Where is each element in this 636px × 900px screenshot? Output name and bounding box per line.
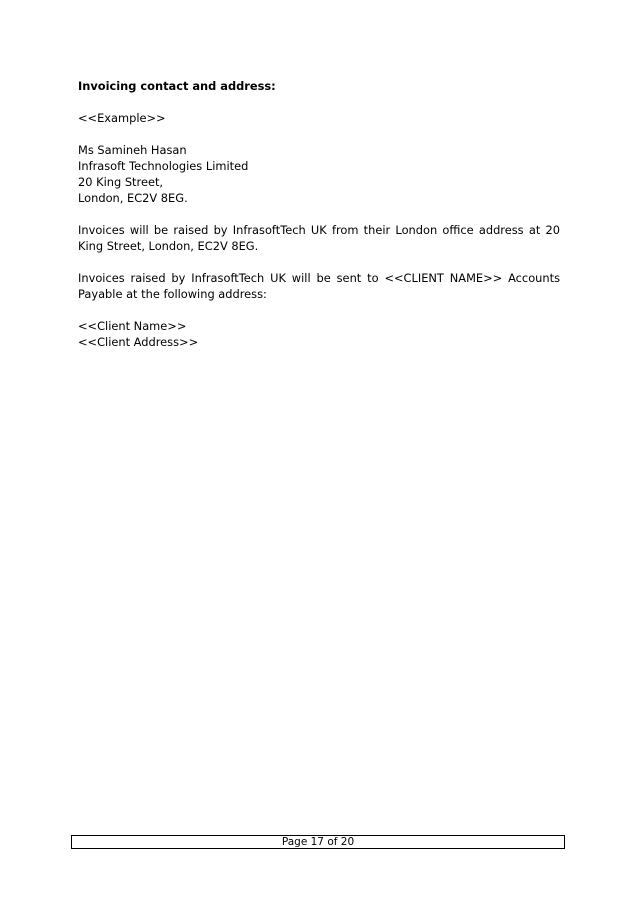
page-footer: [71, 835, 565, 849]
invoice-raising-paragraph: Invoices will be raised by InfrasoftTech UK from their London office address at 20 King Street, London, EC2V 8EG.: [78, 223, 560, 253]
page-content: [78, 78, 560, 350]
page-number: Page 17 of 20: [281, 836, 355, 848]
example-tag: <<Example>>: [78, 111, 166, 125]
invoice-sending-paragraph: Invoices raised by InfrasoftTech UK will be sent to <<CLIENT NAME>> Accounts Payable at the following address:: [78, 271, 560, 301]
contact-city: London, EC2V 8EG.: [78, 191, 188, 205]
client-address-placeholder: <<Client Address>>: [78, 335, 199, 349]
contact-street: 20 King Street,: [78, 175, 164, 189]
client-name-placeholder: <<Client Name>>: [78, 319, 187, 333]
contact-block: [78, 142, 560, 206]
contact-name: Ms Samineh Hasan: [78, 143, 187, 157]
contact-company: Infrasoft Technologies Limited: [78, 159, 249, 173]
section-heading: Invoicing contact and address:: [78, 79, 276, 93]
